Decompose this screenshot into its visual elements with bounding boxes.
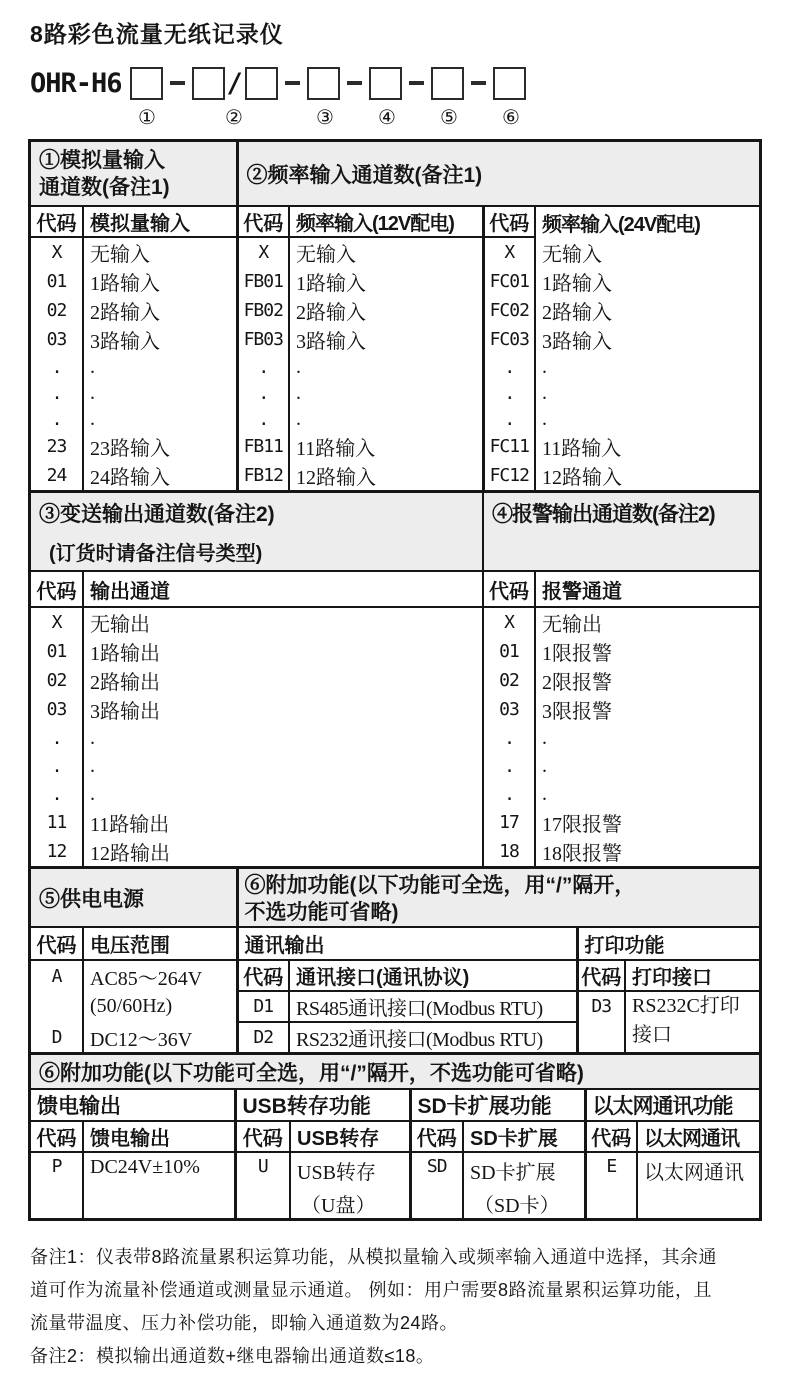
note1-line2: 道可作为流量补偿通道或测量显示通道。 例如：用户需要8路流量累积运算功能，且 <box>30 1280 713 1300</box>
desc-cell: . <box>289 354 483 380</box>
power-volt-a: AC85～264V <box>83 960 237 991</box>
power-code-d: D <box>31 1022 83 1052</box>
desc-cell: 1路输入 <box>289 267 483 296</box>
section6-header-line2: 不选功能可省略) <box>244 901 399 924</box>
desc-cell: . <box>289 406 483 432</box>
desc-cell: 1路输出 <box>83 637 483 666</box>
section3-header <box>31 493 483 571</box>
group-title: 馈电输出 <box>31 1089 235 1121</box>
column-header: 代码 <box>585 1121 637 1152</box>
column-header: USB转存 <box>290 1121 410 1152</box>
section6-band: ⑥附加功能(以下功能可全选，用“/”隔开，不选功能可省略) <box>31 1055 759 1089</box>
power-volt-a2: (50/60Hz) <box>83 991 237 1022</box>
desc-cell: DC24V±10% <box>83 1152 235 1218</box>
section1-header-line2: 通道数(备注1) <box>39 176 170 199</box>
desc-cell: 18限报警 <box>542 843 623 865</box>
model-box-3 <box>245 67 278 100</box>
desc-cell: . <box>289 380 483 406</box>
code-cell: . <box>237 406 289 432</box>
dash-icon <box>347 81 362 85</box>
section-1-2-table <box>31 142 759 490</box>
power-volt-d: DC12～36V <box>83 1022 237 1052</box>
code-cell: 02 <box>31 296 83 325</box>
code-cell: 01 <box>31 267 83 296</box>
desc-cell: . <box>542 726 548 749</box>
code-cell: . <box>483 380 535 406</box>
dash-icon <box>471 81 486 85</box>
code-cell: P <box>31 1152 83 1218</box>
model-prefix: OHR-H6 <box>30 67 122 99</box>
dash-icon <box>409 81 424 85</box>
desc-cell: 无输入 <box>542 243 603 266</box>
desc-cell: . <box>542 355 548 378</box>
section5-header: ⑤供电电源 <box>31 869 237 927</box>
code-cell: FB11 <box>237 432 289 461</box>
code-cell: . <box>31 380 83 406</box>
section-5-6-table <box>31 869 759 1052</box>
desc-cell: 11路输入 <box>289 432 483 461</box>
table-row <box>31 637 759 666</box>
table-row <box>31 695 759 724</box>
table-row <box>31 406 759 432</box>
position-label-4: ④ <box>378 105 396 129</box>
code-cell: X <box>31 607 83 637</box>
footnotes <box>30 1241 764 1373</box>
column-header: 馈电输出 <box>83 1121 235 1152</box>
note2: 备注2：模拟输出通道数+继电器输出通道数≤18。 <box>30 1346 435 1366</box>
desc-cell: 2路输入 <box>289 296 483 325</box>
table-row <box>31 607 759 637</box>
table-row <box>31 461 759 490</box>
desc-cell: . <box>542 782 548 805</box>
code-cell: . <box>31 780 83 808</box>
desc-cell: . <box>83 354 237 380</box>
desc-cell: . <box>83 406 237 432</box>
comm-desc: RS485通讯接口(Modbus RTU) <box>289 991 577 1022</box>
desc-cell: 1路输入 <box>542 273 613 295</box>
print-desc-header: 打印接口 <box>625 960 759 991</box>
code-cell: 02 <box>483 666 535 695</box>
section6-header-line1: ⑥附加功能(以下功能可全选，用“/”隔开， <box>244 874 636 897</box>
desc-cell: 2路输入 <box>542 302 613 324</box>
column-header: 代码 <box>235 1121 290 1152</box>
desc-cell: 3路输入 <box>83 325 237 354</box>
comm-code: D1 <box>237 991 289 1022</box>
section-6-table <box>31 1055 759 1218</box>
note1-line1: 备注1：仪表带8路流量累积运算功能，从模拟量输入或频率输入通道中选择，其余通 <box>30 1247 718 1267</box>
model-box-1 <box>130 67 163 100</box>
desc-cell: 2限报警 <box>542 672 613 694</box>
print-code-header: 代码 <box>577 960 625 991</box>
column-header: 打印功能 <box>577 927 759 960</box>
code-cell: FB12 <box>237 461 289 490</box>
code-cell: FC02 <box>483 296 535 325</box>
group-title: 以太网通讯功能 <box>585 1089 759 1121</box>
column-header: 报警通道 <box>535 571 759 607</box>
desc-cell: . <box>542 407 548 430</box>
code-cell: . <box>31 354 83 380</box>
table-row <box>31 267 759 296</box>
code-cell: FC12 <box>483 461 535 490</box>
table-row <box>31 808 759 837</box>
position-label-1: ① <box>138 105 156 129</box>
column-header: 代码 <box>237 206 289 237</box>
code-cell: . <box>237 380 289 406</box>
code-cell: 18 <box>483 837 535 866</box>
model-box-6 <box>431 67 464 100</box>
code-cell: . <box>483 780 535 808</box>
table-row <box>31 380 759 406</box>
code-cell: 23 <box>31 432 83 461</box>
position-label-6: ⑥ <box>502 105 520 129</box>
desc-cell: 无输入 <box>83 237 237 267</box>
code-cell: FB02 <box>237 296 289 325</box>
table-row <box>31 237 759 267</box>
group-title: USB转存功能 <box>235 1089 410 1121</box>
code-cell: 11 <box>31 808 83 837</box>
desc-cell: 23路输入 <box>83 432 237 461</box>
power-code-a: A <box>31 960 83 991</box>
desc-cell: 11路输入 <box>542 438 622 460</box>
column-header: 以太网通讯 <box>637 1121 759 1152</box>
desc-cell: . <box>83 380 237 406</box>
column-header: 频率输入(12V配电) <box>289 206 483 237</box>
desc-cell: 17限报警 <box>542 814 623 836</box>
desc-cell: 12路输入 <box>289 461 483 490</box>
position-labels <box>0 105 790 131</box>
desc-cell: . <box>83 752 483 780</box>
desc-cell: 1路输入 <box>83 267 237 296</box>
desc-cell: . <box>542 381 548 404</box>
dash-icon <box>170 81 185 85</box>
comm-desc-header: 通讯接口(通讯协议) <box>289 960 577 991</box>
desc-cell: 3路输入 <box>542 331 613 353</box>
code-cell: . <box>483 752 535 780</box>
column-header: 代码 <box>483 206 535 237</box>
desc-line2: （SD卡） <box>474 1195 560 1217</box>
model-code-line <box>30 63 790 103</box>
code-cell: 17 <box>483 808 535 837</box>
model-box-5 <box>369 67 402 100</box>
code-cell: X <box>31 237 83 267</box>
desc-cell: 11路输出 <box>83 808 483 837</box>
desc-cell: 1限报警 <box>542 643 613 665</box>
desc-cell: . <box>83 780 483 808</box>
desc-cell: 以太网通讯 <box>644 1162 744 1184</box>
desc-cell: 无输出 <box>83 607 483 637</box>
code-cell: . <box>237 354 289 380</box>
page-title: 8路彩色流量无纸记录仪 <box>30 21 284 47</box>
table-row <box>31 325 759 354</box>
code-cell: . <box>31 406 83 432</box>
desc-cell: 无输出 <box>542 614 603 636</box>
desc-cell <box>463 1152 585 1218</box>
table-row <box>31 752 759 780</box>
section3-header-line1: ③变送输出通道数(备注2) <box>39 503 275 526</box>
code-cell: 01 <box>483 637 535 666</box>
code-cell: 03 <box>31 695 83 724</box>
column-header: 电压范围 <box>83 927 237 960</box>
code-cell: X <box>483 237 535 267</box>
code-cell: . <box>31 752 83 780</box>
power-code-empty <box>31 991 83 1022</box>
desc-cell: 3路输入 <box>289 325 483 354</box>
comm-code: D2 <box>237 1022 289 1052</box>
section-3-4-table <box>31 493 759 866</box>
desc-cell <box>290 1152 410 1218</box>
ordering-code-table <box>28 139 762 1221</box>
code-cell: . <box>31 724 83 752</box>
group-title: SD卡扩展功能 <box>410 1089 585 1121</box>
section1-header <box>31 142 237 206</box>
note1-line3: 流量带温度、压力补偿功能，即输入通道数为24路。 <box>30 1313 459 1333</box>
table-row <box>31 432 759 461</box>
code-cell: . <box>483 724 535 752</box>
desc-cell: 2路输入 <box>83 296 237 325</box>
code-cell: X <box>237 237 289 267</box>
model-box-4 <box>307 67 340 100</box>
code-cell: U <box>235 1152 290 1218</box>
desc-line1: SD卡扩展 <box>470 1162 556 1184</box>
code-cell: E <box>585 1152 637 1218</box>
desc-cell: 24路输入 <box>83 461 237 490</box>
desc-cell: 3路输出 <box>83 695 483 724</box>
section3-header-line2: (订货时请备注信号类型) <box>49 543 263 565</box>
code-cell: SD <box>410 1152 463 1218</box>
column-header: 代码 <box>31 1121 83 1152</box>
code-cell: FC03 <box>483 325 535 354</box>
desc-cell: . <box>542 754 548 777</box>
print-desc: RS232C打印接口 <box>632 995 740 1046</box>
column-header: 通讯输出 <box>237 927 577 960</box>
column-header: 输出通道 <box>83 571 483 607</box>
table-row <box>31 666 759 695</box>
code-cell: 03 <box>31 325 83 354</box>
section2-header: ②频率输入通道数(备注1) <box>237 142 759 206</box>
table-row <box>31 837 759 866</box>
desc-line2: （U盘） <box>301 1195 376 1217</box>
column-header: 代码 <box>483 571 535 607</box>
position-label-5: ⑤ <box>440 105 458 129</box>
section4-header-text: ④报警输出通道数(备注2) <box>492 503 715 526</box>
table-row <box>31 724 759 752</box>
section4-header <box>483 493 759 571</box>
code-cell: FB01 <box>237 267 289 296</box>
desc-cell: 3限报警 <box>542 701 613 723</box>
desc-line1: USB转存 <box>297 1162 376 1184</box>
column-header: 代码 <box>31 206 83 237</box>
comm-desc: RS232通讯接口(Modbus RTU) <box>289 1022 577 1052</box>
section1-header-line1: ①模拟量输入 <box>39 149 165 172</box>
dash-icon <box>285 81 300 85</box>
code-cell: FC11 <box>483 432 535 461</box>
code-cell: 03 <box>483 695 535 724</box>
position-label-3: ③ <box>316 105 334 129</box>
code-cell: 02 <box>31 666 83 695</box>
desc-cell: . <box>83 724 483 752</box>
table-row <box>31 780 759 808</box>
desc-cell: 12路输入 <box>542 467 623 489</box>
code-cell: . <box>483 406 535 432</box>
comm-code-header: 代码 <box>237 960 289 991</box>
column-header: 频率输入(24V配电) <box>542 213 700 236</box>
code-cell: FC01 <box>483 267 535 296</box>
code-cell: 01 <box>31 637 83 666</box>
code-cell: X <box>483 607 535 637</box>
code-cell: FB03 <box>237 325 289 354</box>
column-header: 代码 <box>31 571 83 607</box>
position-label-2: ② <box>225 105 243 129</box>
slash-separator: / <box>226 67 243 99</box>
column-header: 代码 <box>410 1121 463 1152</box>
print-code: D3 <box>577 991 625 1052</box>
code-cell: 24 <box>31 461 83 490</box>
table-row <box>31 354 759 380</box>
code-cell: . <box>483 354 535 380</box>
code-cell: 12 <box>31 837 83 866</box>
model-box-7 <box>493 67 526 100</box>
section6-header <box>237 869 759 927</box>
desc-cell: 12路输出 <box>83 837 483 866</box>
desc-cell: 2路输出 <box>83 666 483 695</box>
column-header: SD卡扩展 <box>463 1121 585 1152</box>
column-header: 模拟量输入 <box>83 206 237 237</box>
column-header: 代码 <box>31 927 83 960</box>
table-row <box>31 296 759 325</box>
model-box-2 <box>192 67 225 100</box>
desc-cell: 无输入 <box>289 237 483 267</box>
